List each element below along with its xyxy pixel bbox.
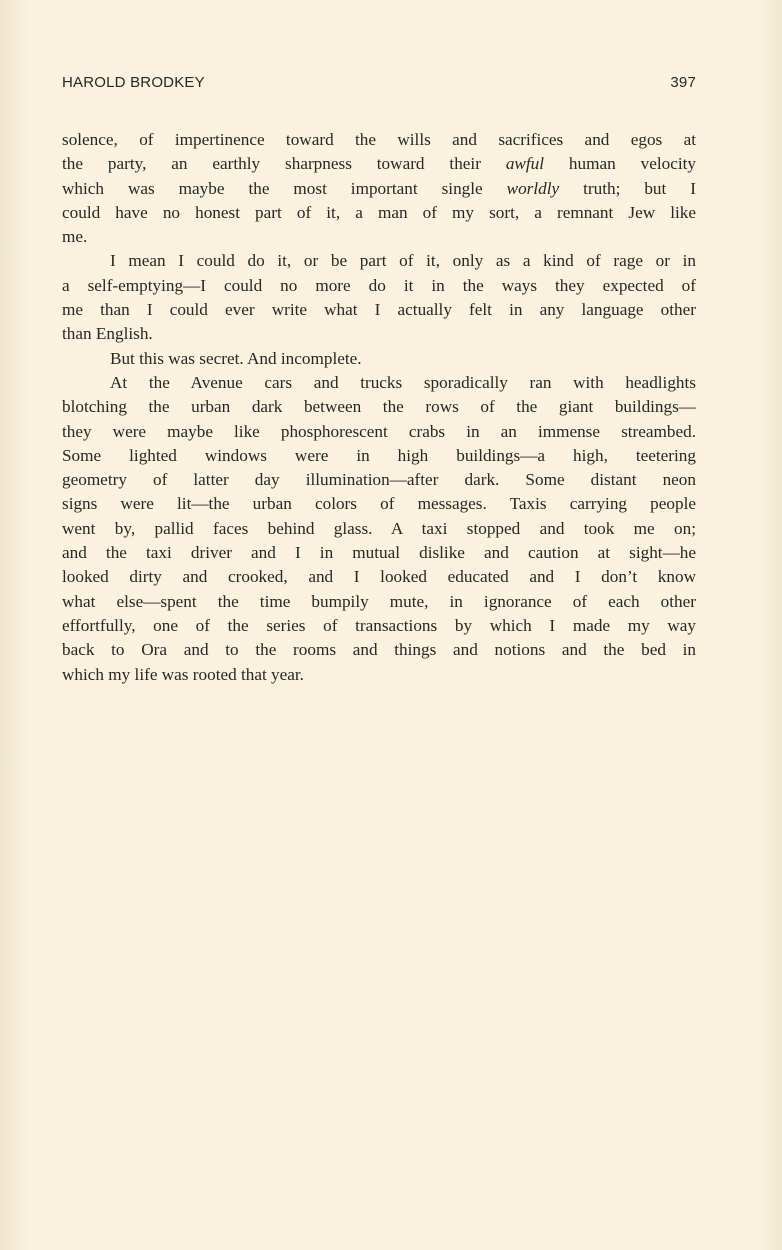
text-line: than English. <box>62 324 153 344</box>
text-line: But this was secret. And incomplete. <box>110 348 362 368</box>
text-line: they were maybe like phosphorescent crabs in an immense streambed. <box>62 421 696 441</box>
text-line: I mean I could do it, or be part of it, only as a kind of rage or in <box>110 251 696 271</box>
text-line: which my life was rooted that year. <box>62 664 304 684</box>
running-head <box>62 74 696 94</box>
italic-word: awful <box>505 154 545 174</box>
text-line: a self-emptying—I could no more do it in the ways they expected of <box>62 275 696 295</box>
text-line: effortfully, one of the series of transactions by which I made my way <box>62 615 696 635</box>
text-line: me. <box>62 227 88 247</box>
text-line: went by, pallid faces behind glass. A taxi stopped and took me on; <box>62 518 696 538</box>
text-line: me than I could ever write what I actually felt in any language other <box>62 300 696 320</box>
text-line: could have no honest part of it, a man of my sort, a remnant Jew like <box>62 202 696 222</box>
text-line: At the Avenue cars and trucks sporadically ran with headlights <box>110 372 696 392</box>
running-head-author: HAROLD BRODKEY <box>62 74 205 91</box>
body-text <box>62 128 696 687</box>
text-segment: truth; but I <box>559 178 696 198</box>
text-line: back to Ora and to the rooms and things and notions and the bed in <box>62 640 696 660</box>
text-line: and the taxi driver and I in mutual dislike and caution at sight—he <box>62 543 696 563</box>
text-line <box>62 152 696 176</box>
text-line: Some lighted windows were in high buildings—a high, teetering <box>62 445 696 465</box>
text-line: signs were lit—the urban colors of messages. Taxis carrying people <box>62 494 696 514</box>
text-line: solence, of impertinence toward the wills and sacrifices and egos at <box>62 130 696 149</box>
text-line <box>62 177 696 201</box>
page-number: 397 <box>670 74 696 91</box>
text-segment: which was maybe the most important single <box>62 178 507 198</box>
text-line: looked dirty and crooked, and I looked educated and I don’t know <box>62 567 696 587</box>
text-segment: the party, an earthly sharpness toward their <box>62 154 506 174</box>
italic-word: worldly <box>506 178 560 198</box>
text-line: geometry of latter day illumination—after dark. Some distant neon <box>62 470 696 490</box>
text-segment: human velocity <box>544 154 696 174</box>
text-line: blotching the urban dark between the rows of the giant buildings— <box>62 397 696 417</box>
text-line: what else—spent the time bumpily mute, in ignorance of each other <box>62 591 696 611</box>
